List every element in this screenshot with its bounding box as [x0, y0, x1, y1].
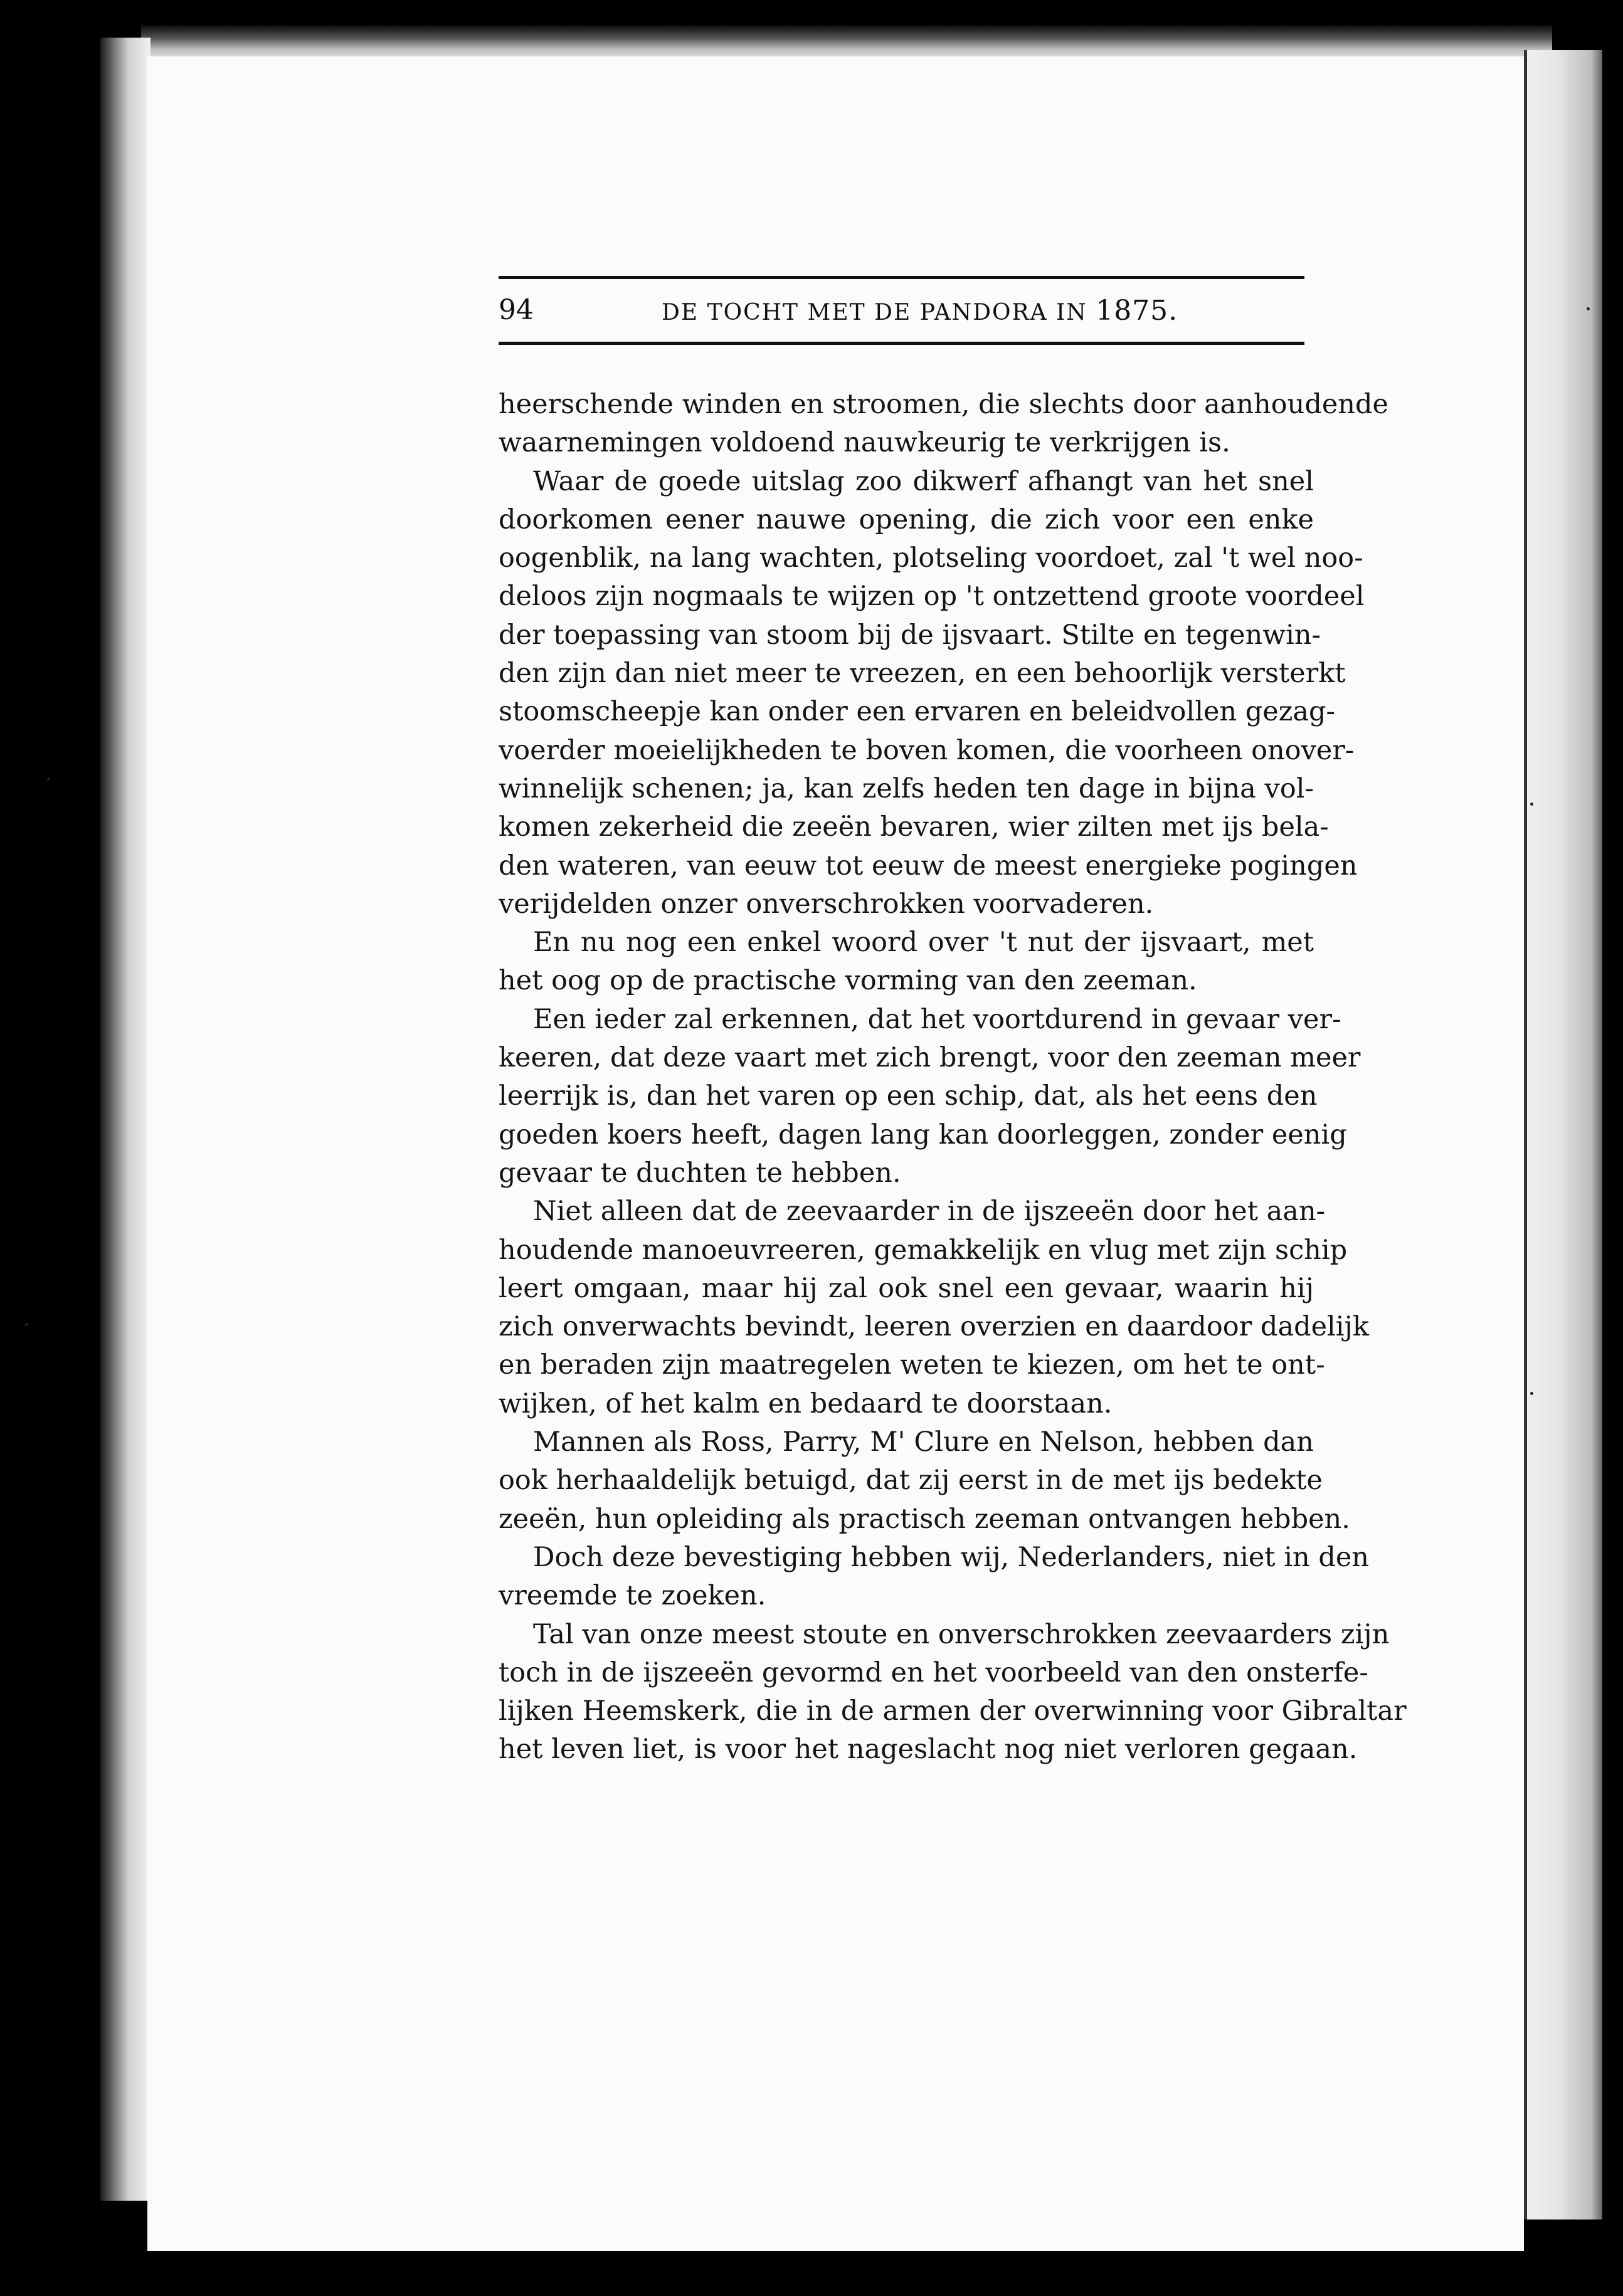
text-line: ook herhaaldelijk betuigd, dat zij eerst in de met ijs bedekte — [499, 1465, 1323, 1497]
text-line: oogenblik, na lang wachten, plotseling voordoet, zal 't wel noo- — [499, 542, 1363, 574]
text-line: Mannen als Ross, Parry, M' Clure en Nelson, hebben dan — [533, 1426, 1314, 1458]
text-line: leert omgaan, maar hij zal ook snel een gevaar, waarin hij — [499, 1272, 1314, 1304]
scan-speck — [1587, 307, 1590, 310]
text-line: Waar de goede uitslag zoo dikwerf afhangt van het snel — [533, 465, 1314, 497]
running-head — [499, 276, 1304, 345]
running-title — [662, 293, 1178, 330]
text-line: gevaar te duchten te hebben. — [499, 1157, 901, 1189]
text-line: stoomscheepje kan onder een ervaren en beleidvollen gezag- — [499, 696, 1336, 728]
text-line: leerrijk is, dan het varen op een schip, dat, als het eens den — [499, 1080, 1318, 1112]
text-line: keeren, dat deze vaart met zich brengt, voor den zeeman meer — [499, 1042, 1361, 1074]
text-line: voerder moeielijkheden te boven komen, die voorheen onover- — [499, 734, 1355, 766]
body-text — [499, 386, 1407, 1769]
text-line: Niet alleen dat de zeevaarder in de ijszeeën door het aan- — [533, 1196, 1326, 1228]
text-line: den wateren, van eeuw tot eeuw de meest energieke pogingen — [499, 850, 1358, 882]
text-line: heerschende winden en stroomen, die slechts door aanhoudende — [499, 389, 1388, 420]
scan-speck — [1530, 1392, 1533, 1395]
text-line: Een ieder zal erkennen, dat het voortdurend in gevaar ver- — [533, 1003, 1341, 1035]
text-line: zich onverwachts bevindt, leeren overzien en daardoor dadelijk — [499, 1311, 1369, 1343]
scan-left-shadow — [100, 38, 151, 2201]
text-line: den zijn dan niet meer te vreezen, en een behoorlijk versterkt — [499, 658, 1346, 690]
scan-speck — [1530, 803, 1533, 806]
header-rule-bottom — [499, 342, 1304, 345]
scan-speck — [25, 1323, 28, 1326]
text-line: wijken, of het kalm en bedaard te doorstaan. — [499, 1388, 1113, 1419]
text-line: winnelijk schenen; ja, kan zelfs heden ten dage in bijna vol- — [499, 772, 1314, 804]
running-title-year: 1875. — [1096, 295, 1178, 327]
header-rule-top — [499, 276, 1304, 279]
text-line: deloos zijn nogmaals te wijzen op 't ontzettend groote voordeel — [499, 581, 1365, 613]
text-line: lijken Heemskerk, die in de armen der overwinning voor Gibraltar — [499, 1695, 1407, 1727]
running-title-text: DE TOCHT MET DE PANDORA IN — [662, 300, 1087, 325]
facing-page-edge — [1524, 50, 1602, 2220]
text-line: en beraden zijn maatregelen weten te kiezen, om het te ont- — [499, 1349, 1325, 1381]
text-line: komen zekerheid die zeeën bevaren, wier zilten met ijs bela- — [499, 811, 1329, 843]
text-line: En nu nog een enkel woord over 't nut der ijsvaart, met — [533, 927, 1314, 959]
text-line: houdende manoeuvreeren, gemakkelijk en vlug met zijn schip — [499, 1234, 1348, 1266]
text-line: goeden koers heeft, dagen lang kan doorleggen, zonder eenig — [499, 1119, 1347, 1151]
text-line: doorkomen eener nauwe opening, die zich voor een enke — [499, 503, 1314, 535]
page-number: 94 — [499, 294, 534, 326]
text-line: toch in de ijszeeën gevormd en het voorbeeld van den onsterfe- — [499, 1656, 1368, 1688]
text-line: waarnemingen voldoend nauwkeurig te verkrijgen is. — [499, 427, 1230, 459]
text-line: Tal van onze meest stoute en onverschrokken zeevaarders zijn — [533, 1618, 1390, 1650]
text-line: vreemde te zoeken. — [499, 1580, 766, 1612]
text-line: der toepassing van stoom bij de ijsvaart. Stilte en tegenwin- — [499, 619, 1321, 651]
text-line: het leven liet, is voor het nageslacht nog niet verloren gegaan. — [499, 1734, 1358, 1766]
text-line: verijdelden onzer onverschrokken voorvaderen. — [499, 888, 1154, 920]
text-line: zeeën, hun opleiding als practisch zeeman ontvangen hebben. — [499, 1503, 1350, 1535]
text-line: het oog op de practische vorming van den zeeman. — [499, 965, 1197, 997]
text-line: Doch deze bevestiging hebben wij, Nederlanders, niet in den — [533, 1541, 1369, 1573]
scan-speck — [47, 777, 50, 781]
